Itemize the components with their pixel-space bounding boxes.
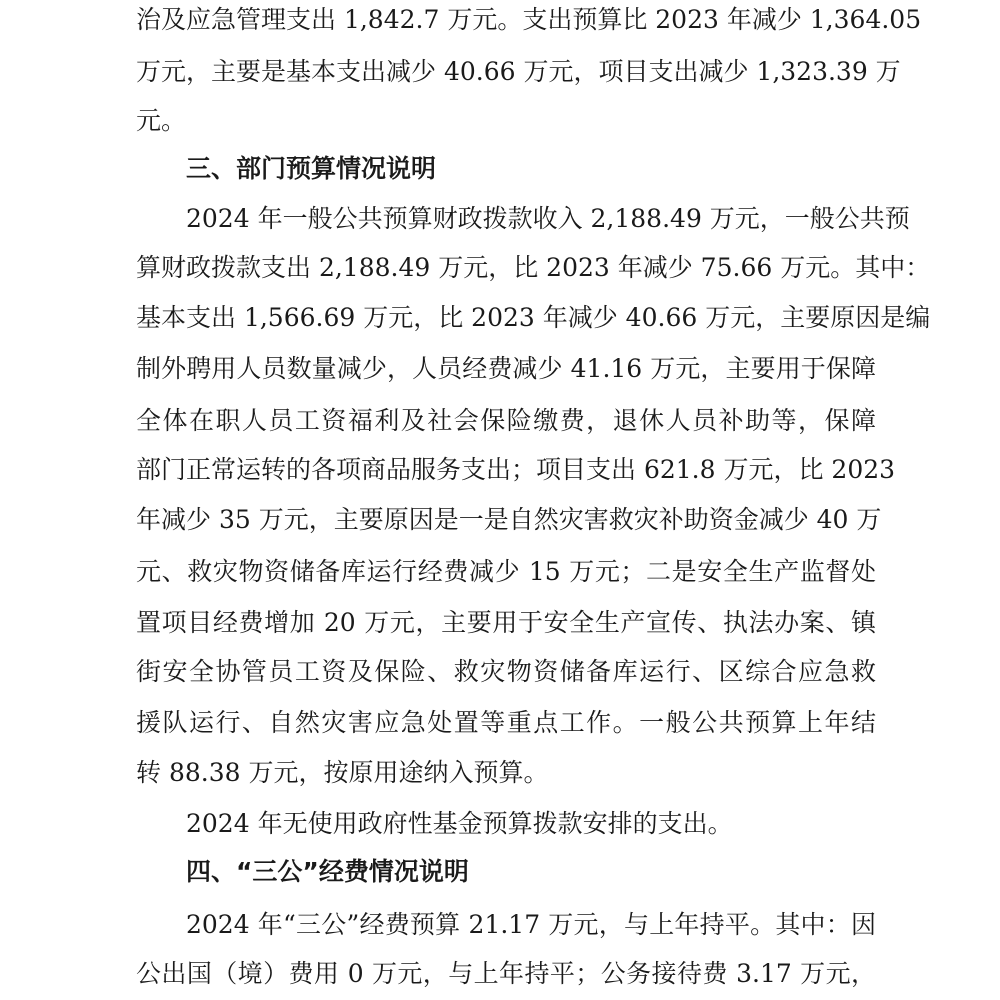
text-line: 基本支出 1,566.69 万元，比 2023 年减少 40.66 万元，主要原因是编 [136, 303, 931, 332]
text-line: 援队运行、自然灾害应急处置等重点工作。一般公共预算上年结 [136, 708, 876, 737]
text-line: 制外聘用人员数量减少，人员经费减少 41.16 万元，主要用于保障 [136, 354, 876, 383]
text-line: 算财政拨款支出 2,188.49 万元，比 2023 年减少 75.66 万元。其中： [136, 253, 931, 282]
section-heading: 三、部门预算情况说明 [186, 154, 437, 183]
text-line: 元、救灾物资储备库运行经费减少 15 万元；二是安全生产监督处 [136, 557, 876, 586]
text-line: 街安全协管员工资及保险、救灾物资储备库运行、区综合应急救 [136, 657, 876, 686]
text-line: 2024 年一般公共预算财政拨款收入 2,188.49 万元，一般公共预 [186, 204, 910, 233]
text-line: 公出国（境）费用 0 万元，与上年持平；公务接待费 3.17 万元， [136, 959, 876, 988]
text-line: 全体在职人员工资福利及社会保险缴费，退休人员补助等，保障 [136, 406, 876, 435]
text-line: 2024 年无使用政府性基金预算拨款安排的支出。 [186, 809, 733, 838]
text-line: 元。 [136, 106, 187, 135]
text-line: 置项目经费增加 20 万元，主要用于安全生产宣传、执法办案、镇 [136, 608, 876, 637]
text-line: 部门正常运转的各项商品服务支出；项目支出 621.8 万元，比 2023 [136, 455, 896, 484]
section-heading: 四、“三公”经费情况说明 [186, 857, 469, 886]
text-line: 2024 年“三公”经费预算 21.17 万元，与上年持平。其中：因 [186, 910, 876, 939]
text-line: 治及应急管理支出 1,842.7 万元。支出预算比 2023 年减少 1,364.05 [136, 5, 922, 34]
text-line: 年减少 35 万元，主要原因是一是自然灾害救灾补助资金减少 40 万 [136, 505, 882, 534]
text-line: 万元，主要是基本支出减少 40.66 万元，项目支出减少 1,323.39 万 [136, 57, 901, 86]
text-line: 转 88.38 万元，按原用途纳入预算。 [136, 758, 549, 787]
